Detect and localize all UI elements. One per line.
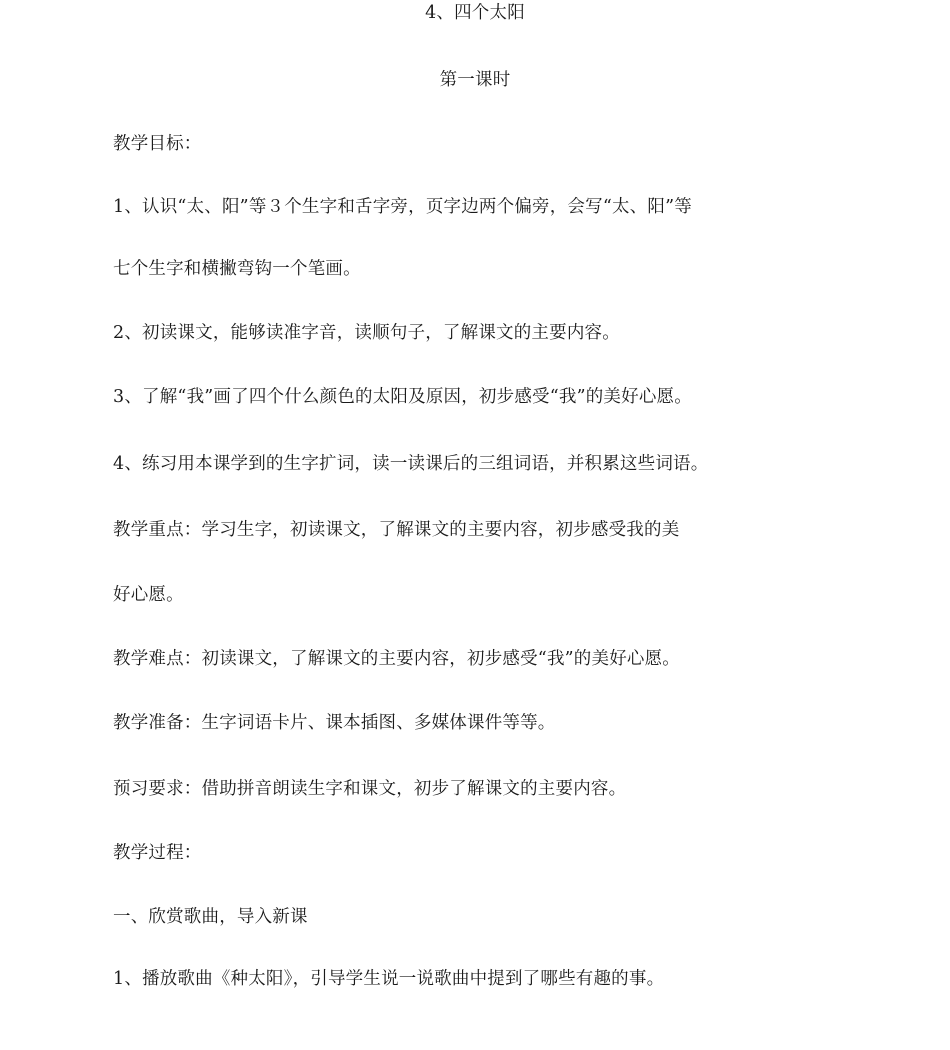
objective-line: 七个生字和横撇弯钩一个笔画。 (113, 259, 361, 279)
process-heading: 教学过程： (113, 843, 202, 863)
lesson-title: 4、四个太阳 (425, 3, 525, 23)
preview-requirement-line: 预习要求：借助拼音朗读生字和课文，初步了解课文的主要内容。 (113, 779, 627, 799)
key-points-line: 教学重点：学习生字，初读课文，了解课文的主要内容，初步感受我的美 (113, 520, 680, 540)
objective-line: 1、认识“太、阳”等３个生字和舌字旁，页字边两个偏旁，会写“太、阳”等 (113, 197, 692, 217)
difficulties-line: 教学难点：初读课文，了解课文的主要内容，初步感受“我”的美好心愿。 (113, 649, 680, 669)
section-heading: 一、欣赏歌曲，导入新课 (113, 907, 308, 927)
objective-line: 3、了解“我”画了四个什么颜色的太阳及原因，初步感受“我”的美好心愿。 (113, 387, 692, 407)
objective-line: 2、初读课文，能够读准字音，读顺句子，了解课文的主要内容。 (113, 323, 620, 343)
objective-line: 4、练习用本课学到的生字扩词，读一读课后的三组词语，并积累这些词语。 (113, 454, 709, 474)
objectives-heading: 教学目标： (113, 134, 202, 154)
key-points-line: 好心愿。 (113, 585, 184, 605)
preparation-line: 教学准备：生字词语卡片、课本插图、多媒体课件等等。 (113, 713, 556, 733)
process-step-line: 1、播放歌曲《种太阳》，引导学生说一说歌曲中提到了哪些有趣的事。 (113, 969, 665, 989)
lesson-period: 第一课时 (439, 70, 511, 90)
